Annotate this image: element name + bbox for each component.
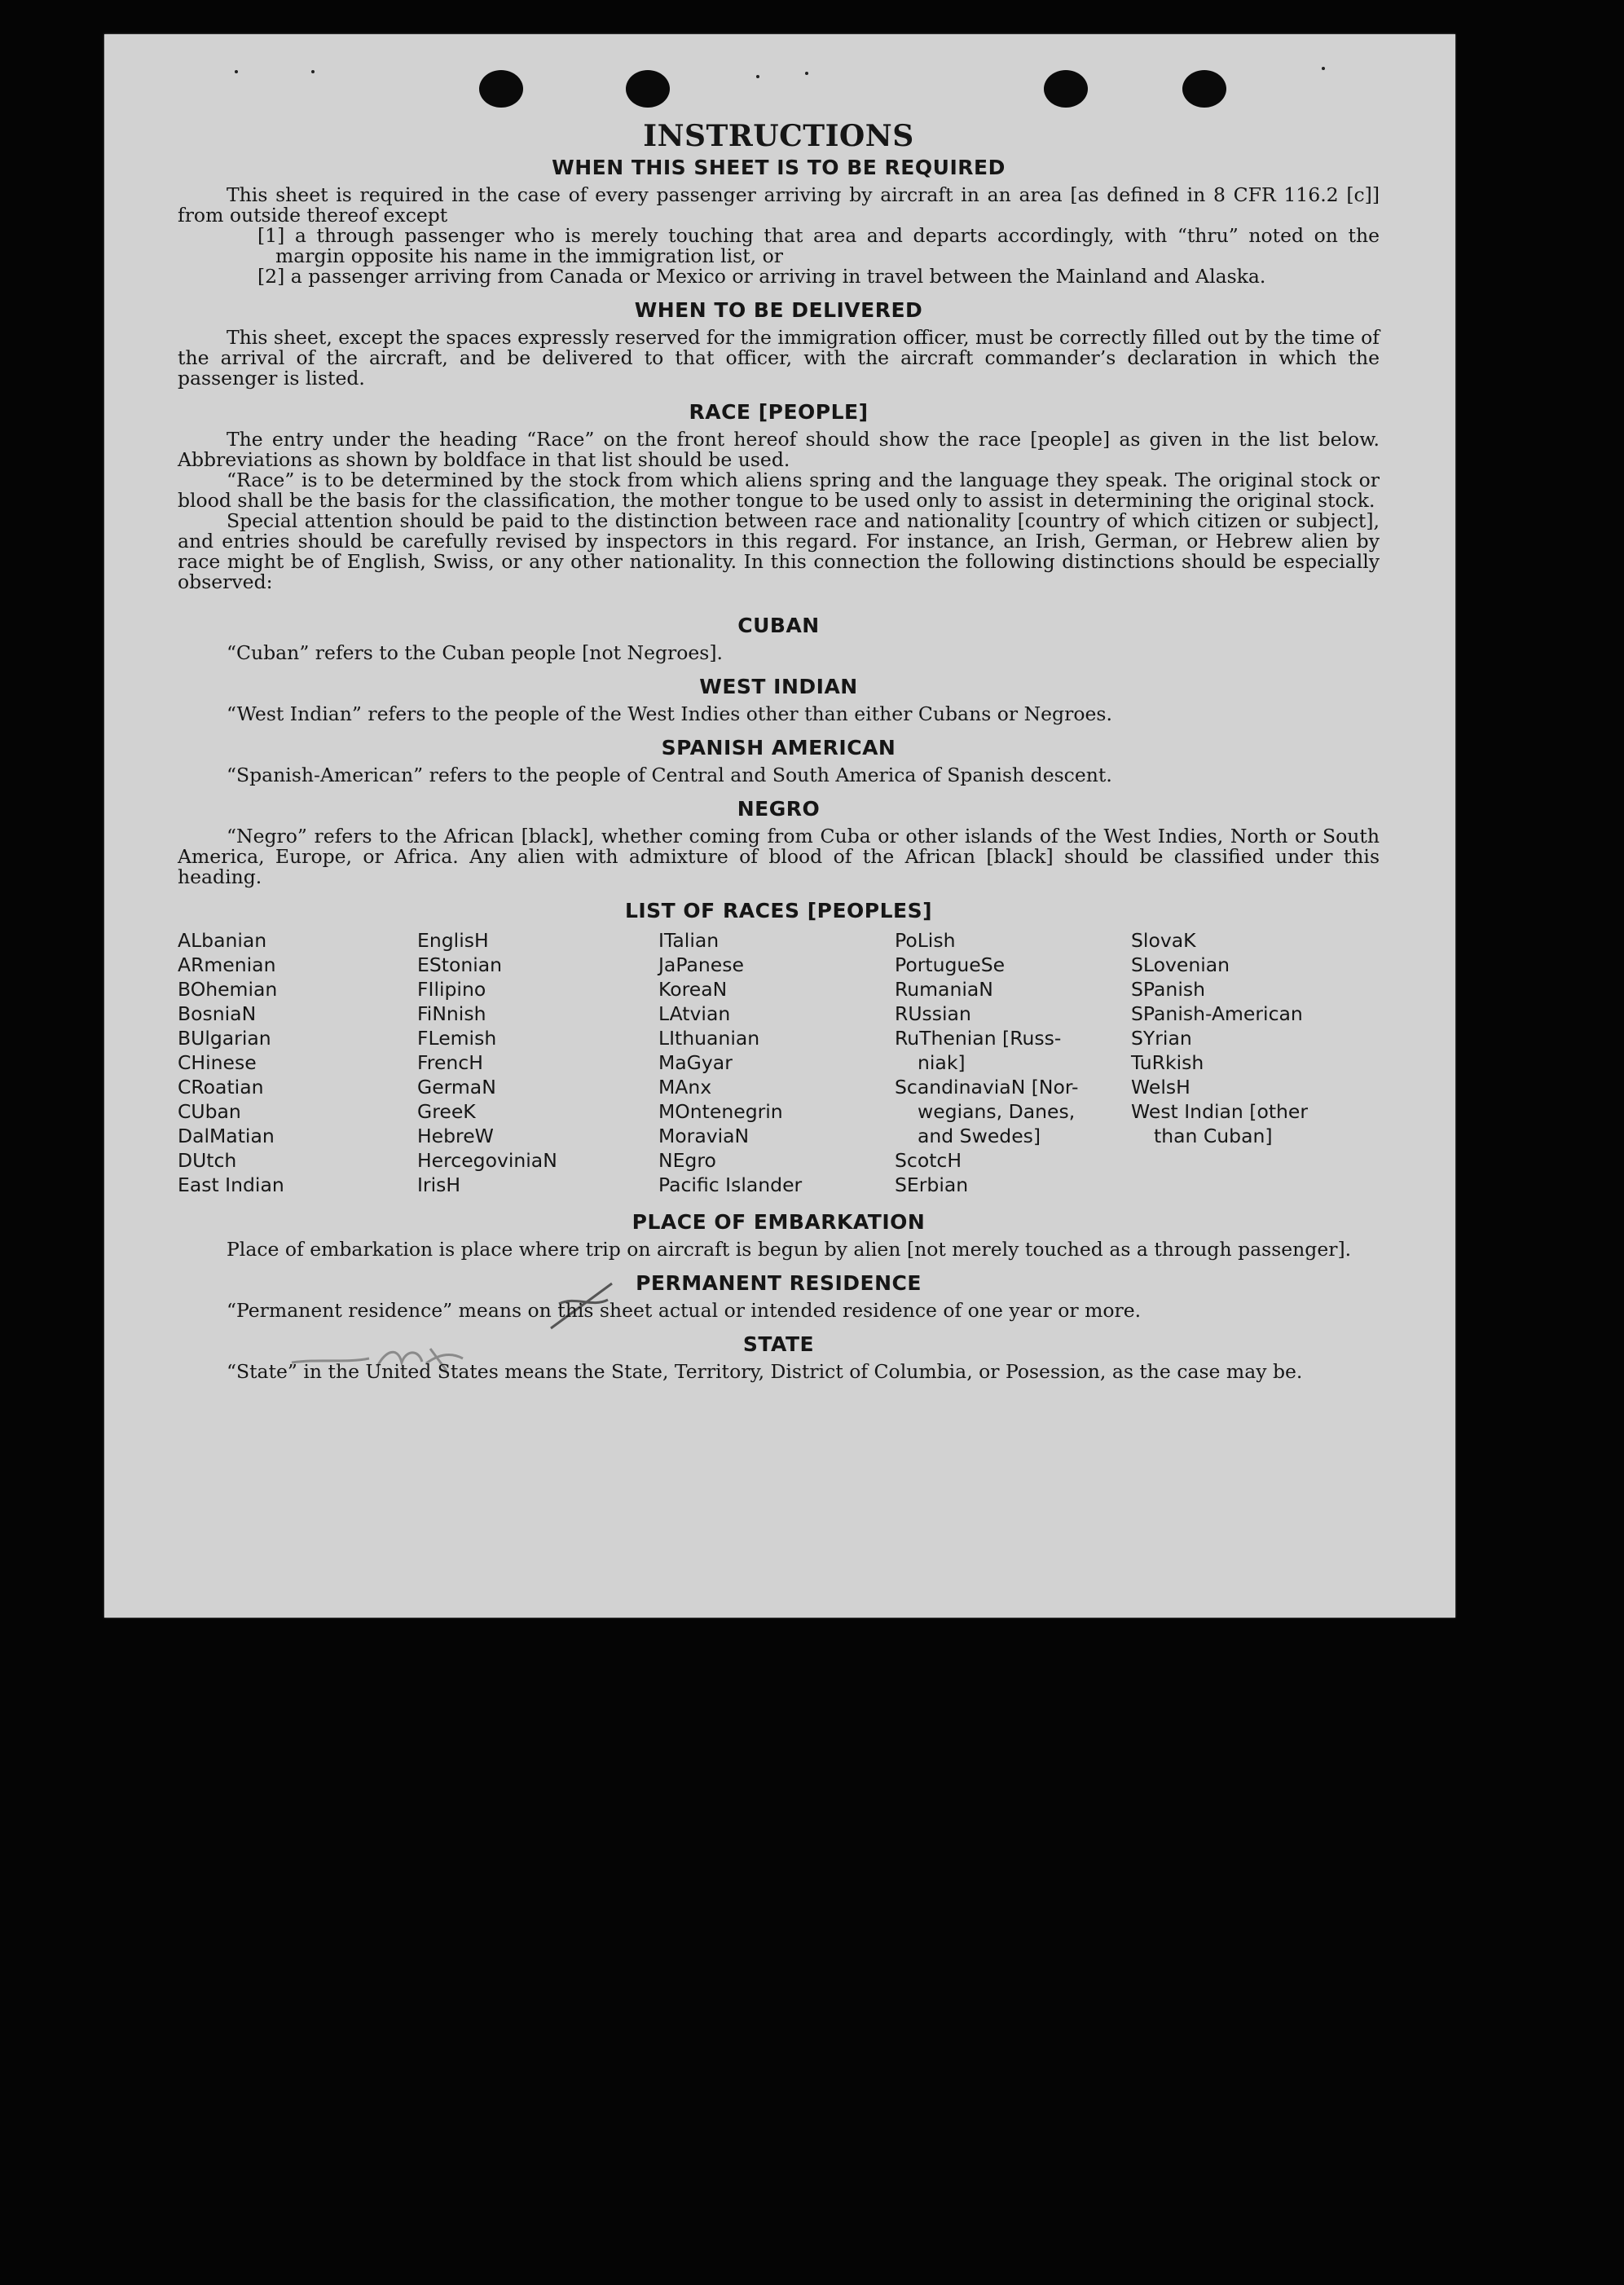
punch-hole [1182,70,1226,108]
race-entry: ALbanian [178,929,267,952]
race-entry: ScandinaviaN [Nor- [895,1076,1079,1098]
race-entry: SErbian [895,1173,969,1196]
race-entry: MoraviaN [658,1125,750,1147]
paragraph: Special attention should be paid to the distinction between race and nationality [country of which citizen or subject], and entries should be carefully revised by inspectors in this regard. For instance, an Irish, German, or Hebrew alien by race might be of English, Swiss, or any other nationality. In this connection the following distinctions should be especially observed: [178,509,1380,593]
race-entry: SLovenian [1131,953,1230,976]
race-entry: ARmenian [178,953,276,976]
race-entry: and Swedes] [918,1125,1041,1147]
race-entry: RumaniaN [895,978,993,1001]
speck [756,75,759,78]
race-entry: DUtch [178,1149,237,1172]
race-entry: MOntenegrin [658,1100,783,1123]
paragraph: “Negro” refers to the African [black], whether coming from Cuba or other islands of the West Indies, North or South America, Europe, or Africa. Any alien with admixture of blood of the African [black] should be classified under this heading. [178,825,1380,888]
race-entry: FIlipino [417,978,486,1001]
race-entry: BosniaN [178,1002,257,1025]
paragraph: “Cuban” refers to the Cuban people [not Negroes]. [227,641,724,664]
page-title: INSTRUCTIONS [643,119,914,153]
paragraph: This sheet, except the spaces expressly reserved for the immigration officer, must be correctly filled out by the time of the arrival of the aircraft, and be delivered to that officer, with the aircraft commander’s declaration in which the passenger is listed. [178,326,1380,390]
section-heading: LIST OF RACES [PEOPLES] [624,899,933,922]
race-entry: FrencH [417,1051,483,1074]
section-heading: WEST INDIAN [699,675,858,698]
race-list [178,928,1380,1197]
speck [311,70,315,73]
race-entry: GreeK [417,1100,476,1123]
paragraph: “Spanish-American” refers to the people of Central and South America of Spanish descent. [227,764,1112,786]
section-heading: STATE [742,1332,815,1356]
race-entry: LAtvian [658,1002,731,1025]
race-column [417,928,658,1197]
race-entry: MAnx [658,1076,712,1098]
race-entry: KoreaN [658,978,728,1001]
race-entry: RuThenian [Russ- [895,1027,1062,1050]
section-heading: NEGRO [737,797,821,821]
paragraph: Place of embarkation is place where trip on aircraft is begun by alien [not merely touched as a through passenger]. [227,1238,1352,1261]
instructions-text [178,120,1380,1382]
race-entry: WelsH [1131,1076,1190,1098]
race-entry: SPanish-American [1131,1002,1303,1025]
section-heading: WHEN THIS SHEET IS TO BE REQUIRED [552,156,1006,179]
race-entry: BUlgarian [178,1027,271,1050]
race-entry: GermaN [417,1076,496,1098]
race-entry: BOhemian [178,978,278,1001]
race-entry: CHinese [178,1051,257,1074]
section-heading: RACE [PEOPLE] [689,400,869,424]
paragraph: “Permanent residence” means on this sheet actual or intended residence of one year or more. [227,1299,1142,1322]
race-entry: LIthuanian [658,1027,760,1050]
list-item: [1] a through passenger who is merely touching that area and departs accordingly, with “thru” noted on the margin opposite his name in the immigration list, or [257,224,1380,267]
race-entry: EStonian [417,953,503,976]
race-entry: SYrian [1131,1027,1192,1050]
race-entry: RUssian [895,1002,971,1025]
race-entry: SlovaK [1131,929,1196,952]
race-entry: FiNnish [417,1002,486,1025]
race-column [658,928,895,1197]
race-entry: SPanish [1131,978,1205,1001]
speck [235,70,238,73]
race-entry: PortugueSe [895,953,1006,976]
paragraph: This sheet is required in the case of every passenger arriving by aircraft in an area [as defined in 8 CFR 116.2 [c]] from outside thereof except [178,183,1380,227]
list-item: [2] a passenger arriving from Canada or Mexico or arriving in travel between the Mainland and Alaska. [257,265,1266,288]
race-column [1131,928,1380,1197]
section-heading: PLACE OF EMBARKATION [632,1210,926,1234]
race-entry: MaGyar [658,1051,733,1074]
race-entry: CUban [178,1100,241,1123]
paragraph: “West Indian” refers to the people of the West Indies other than either Cubans or Negroes. [227,702,1112,725]
section-heading: WHEN TO BE DELIVERED [634,298,923,322]
race-entry: ITalian [658,929,720,952]
race-entry: PoLish [895,929,956,952]
section-heading: SPANISH AMERICAN [661,736,896,759]
section-heading: PERMANENT RESIDENCE [636,1271,922,1295]
speck [805,72,808,75]
punch-hole [626,70,670,108]
race-column [895,928,1131,1197]
race-entry: JaPanese [658,953,744,976]
race-entry: ScotcH [895,1149,962,1172]
punch-hole [1044,70,1088,108]
race-entry: TuRkish [1131,1051,1204,1074]
punch-hole [479,70,523,108]
race-entry: HebreW [417,1125,494,1147]
paragraph: The entry under the heading “Race” on the front hereof should show the race [people] as given in the list below. Abbreviations as shown by boldface in that list should be used. [178,428,1380,471]
race-entry: NEgro [658,1149,716,1172]
race-entry: EnglisH [417,929,489,952]
race-entry: IrisH [417,1173,461,1196]
document-page [104,34,1455,1618]
paragraph: “Race” is to be determined by the stock from which aliens spring and the language they speak. The original stock or blood shall be the basis for the classification, the mother tongue to be used only to assist in determining the original stock. [178,469,1380,512]
paragraph: “State” in the United States means the State, Territory, District of Columbia, or Posession, as the case may be. [227,1360,1303,1383]
race-entry: CRoatian [178,1076,264,1098]
race-entry: wegians, Danes, [918,1100,1076,1123]
race-entry: than Cuban] [1154,1125,1273,1147]
race-entry: DalMatian [178,1125,275,1147]
race-entry: Pacific Islander [658,1173,803,1196]
speck [1322,67,1325,70]
race-entry: FLemish [417,1027,497,1050]
race-entry: niak] [918,1051,966,1074]
race-entry: West Indian [other [1131,1100,1309,1123]
race-entry: HercegoviniaN [417,1149,557,1172]
race-entry: East Indian [178,1173,284,1196]
section-heading: CUBAN [737,614,820,637]
race-column [178,928,417,1197]
